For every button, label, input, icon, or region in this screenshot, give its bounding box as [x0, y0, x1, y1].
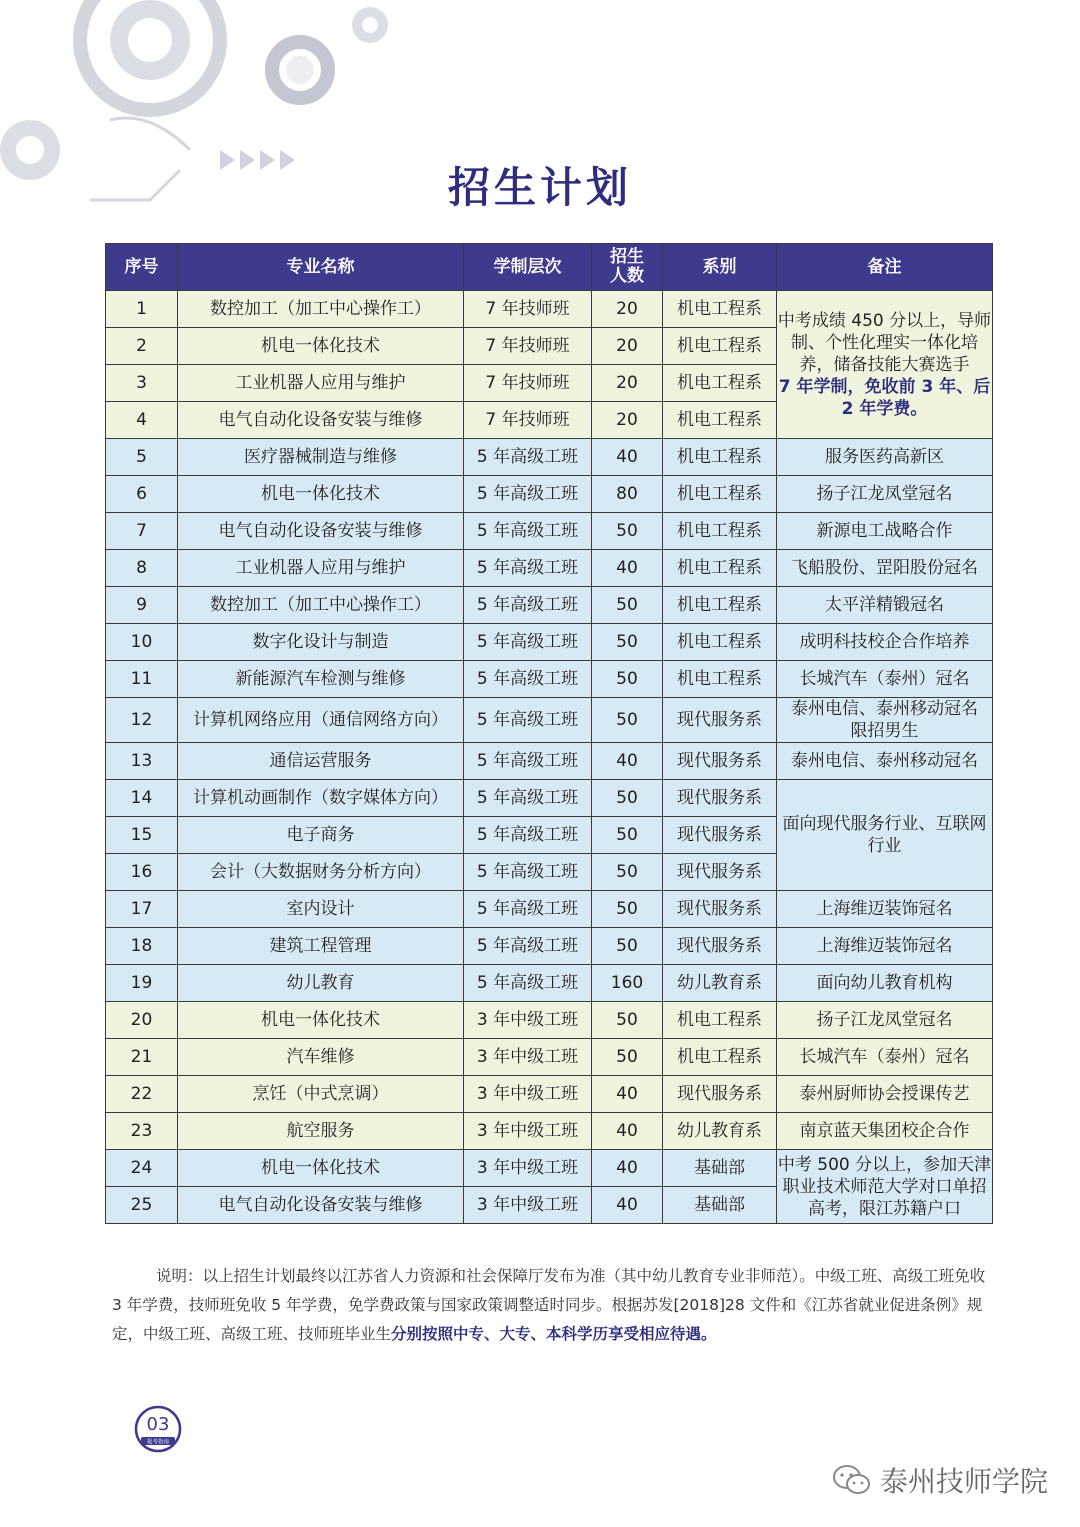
- table-cell: 汽车维修: [178, 1039, 464, 1076]
- table-cell: 幼儿教育: [178, 965, 464, 1002]
- table-cell: 7: [106, 513, 178, 550]
- table-cell: 扬子江龙凤堂冠名: [777, 476, 993, 513]
- table-cell: 2: [106, 328, 178, 365]
- table-row: [106, 439, 993, 476]
- table-cell: 机电一体化技术: [178, 1002, 464, 1039]
- page-number-badge: [133, 1404, 183, 1454]
- page-number: 03: [146, 1414, 170, 1435]
- table-row: [106, 291, 993, 328]
- wechat-icon: [832, 1463, 872, 1497]
- table-cell: 20: [592, 328, 663, 365]
- table-cell: 7 年技师班: [464, 291, 592, 328]
- table-cell: 机电一体化技术: [178, 1150, 464, 1187]
- table-cell: 50: [592, 698, 663, 743]
- table-cell: 南京蓝天集团校企合作: [777, 1113, 993, 1150]
- table-cell: 工业机器人应用与维护: [178, 550, 464, 587]
- table-cell: 机电工程系: [663, 1002, 777, 1039]
- table-cell: 20: [592, 365, 663, 402]
- table-cell: 机电工程系: [663, 513, 777, 550]
- table-cell: 40: [592, 1113, 663, 1150]
- table-cell: 50: [592, 780, 663, 817]
- table-cell: 22: [106, 1076, 178, 1113]
- table-cell: 80: [592, 476, 663, 513]
- table-cell: 8: [106, 550, 178, 587]
- table-cell: 航空服务: [178, 1113, 464, 1150]
- header-level: 学制层次: [464, 244, 592, 291]
- table-cell: 5 年高级工班: [464, 550, 592, 587]
- table-cell: 现代服务系: [663, 743, 777, 780]
- table-row: [106, 476, 993, 513]
- table-row: [106, 891, 993, 928]
- table-row: [106, 1039, 993, 1076]
- table-cell: 机电工程系: [663, 439, 777, 476]
- table-cell: 20: [106, 1002, 178, 1039]
- table-row: [106, 661, 993, 698]
- table-cell: 10: [106, 624, 178, 661]
- table-cell: 40: [592, 1187, 663, 1224]
- table-cell: 电气自动化设备安装与维修: [178, 1187, 464, 1224]
- table-cell: 4: [106, 402, 178, 439]
- table-row: [106, 698, 993, 743]
- table-cell: 现代服务系: [663, 817, 777, 854]
- table-cell: 50: [592, 817, 663, 854]
- header-dept: 系别: [663, 244, 777, 291]
- table-cell: 20: [592, 402, 663, 439]
- table-cell: 17: [106, 891, 178, 928]
- table-cell: 6: [106, 476, 178, 513]
- table-cell: 机电一体化技术: [178, 328, 464, 365]
- brand-name: 泰州技师学院: [879, 1465, 1048, 1498]
- table-cell: 5: [106, 439, 178, 476]
- table-cell: 40: [592, 550, 663, 587]
- table-row: [106, 1113, 993, 1150]
- table-cell: 机电一体化技术: [178, 476, 464, 513]
- page-label: 报考指南: [146, 1439, 170, 1446]
- table-cell: 19: [106, 965, 178, 1002]
- table-cell: 机电工程系: [663, 365, 777, 402]
- table-cell: 泰州厨师协会授课传艺: [777, 1076, 993, 1113]
- enrollment-table: [105, 243, 993, 1224]
- table-cell: 5 年高级工班: [464, 587, 592, 624]
- table-cell: 50: [592, 891, 663, 928]
- table-row: [106, 550, 993, 587]
- table-cell: 扬子江龙凤堂冠名: [777, 1002, 993, 1039]
- table-cell: 计算机网络应用（通信网络方向）: [178, 698, 464, 743]
- table-cell: 5 年高级工班: [464, 891, 592, 928]
- table-cell: 5 年高级工班: [464, 928, 592, 965]
- table-cell: 上海维迈装饰冠名: [777, 928, 993, 965]
- table-cell: 3 年中级工班: [464, 1039, 592, 1076]
- table-cell: 50: [592, 587, 663, 624]
- table-row: [106, 587, 993, 624]
- table-cell: 40: [592, 743, 663, 780]
- table-cell: 建筑工程管理: [178, 928, 464, 965]
- table-cell: 5 年高级工班: [464, 439, 592, 476]
- table-cell: 7 年技师班: [464, 328, 592, 365]
- table-cell: 13: [106, 743, 178, 780]
- header-no: 序号: [106, 244, 178, 291]
- note-cell-rows-14-16: 面向现代服务行业、互联网行业: [777, 780, 993, 891]
- table-cell: 5 年高级工班: [464, 698, 592, 743]
- table-cell: 医疗器械制造与维修: [178, 439, 464, 476]
- table-cell: 5 年高级工班: [464, 854, 592, 891]
- table-cell: 5 年高级工班: [464, 661, 592, 698]
- table-cell: 现代服务系: [663, 854, 777, 891]
- table-cell: 太平洋精锻冠名: [777, 587, 993, 624]
- table-cell: 16: [106, 854, 178, 891]
- table-cell: 现代服务系: [663, 698, 777, 743]
- table-cell: 现代服务系: [663, 1076, 777, 1113]
- table-cell: 新能源汽车检测与维修: [178, 661, 464, 698]
- table-cell: 机电工程系: [663, 1039, 777, 1076]
- table-cell: 24: [106, 1150, 178, 1187]
- table-cell: 机电工程系: [663, 587, 777, 624]
- table-cell: 3 年中级工班: [464, 1002, 592, 1039]
- table-cell: 通信运营服务: [178, 743, 464, 780]
- table-cell: 7 年技师班: [464, 365, 592, 402]
- table-row: [106, 928, 993, 965]
- table-cell: 现代服务系: [663, 780, 777, 817]
- table-cell: 机电工程系: [663, 328, 777, 365]
- table-row: [106, 1076, 993, 1113]
- table-cell: 机电工程系: [663, 476, 777, 513]
- table-cell: 3 年中级工班: [464, 1150, 592, 1187]
- table-cell: 现代服务系: [663, 928, 777, 965]
- table-cell: 15: [106, 817, 178, 854]
- table-cell: 50: [592, 624, 663, 661]
- table-cell: 40: [592, 439, 663, 476]
- table-cell: 机电工程系: [663, 550, 777, 587]
- table-cell: 长城汽车（泰州）冠名: [777, 1039, 993, 1076]
- table-cell: 会计（大数据财务分析方向）: [178, 854, 464, 891]
- table-cell: 160: [592, 965, 663, 1002]
- table-cell: 基础部: [663, 1150, 777, 1187]
- table-cell: 机电工程系: [663, 661, 777, 698]
- table-row: [106, 624, 993, 661]
- header-count: 招生人数: [592, 244, 663, 291]
- table-cell: 机电工程系: [663, 624, 777, 661]
- table-cell: 5 年高级工班: [464, 513, 592, 550]
- table-cell: 14: [106, 780, 178, 817]
- table-cell: 5 年高级工班: [464, 476, 592, 513]
- table-cell: 7 年技师班: [464, 402, 592, 439]
- table-cell: 泰州电信、泰州移动冠名: [777, 743, 993, 780]
- table-cell: 机电工程系: [663, 402, 777, 439]
- table-cell: 服务医药高新区: [777, 439, 993, 476]
- table-cell: 电气自动化设备安装与维修: [178, 513, 464, 550]
- table-cell: 机电工程系: [663, 291, 777, 328]
- table-cell: 25: [106, 1187, 178, 1224]
- table-cell: 50: [592, 1002, 663, 1039]
- header-note: 备注: [777, 244, 993, 291]
- table-header-row: [106, 244, 993, 291]
- table-row: [106, 513, 993, 550]
- note-cell-rows-24-25: 中考 500 分以上，参加天津职业技术师范大学对口单招高考，限江苏籍户口: [777, 1150, 993, 1224]
- table-cell: 新源电工战略合作: [777, 513, 993, 550]
- table-cell: 20: [592, 291, 663, 328]
- table-cell: 40: [592, 1150, 663, 1187]
- table-cell: 成明科技校企合作培养: [777, 624, 993, 661]
- table-row: [106, 1002, 993, 1039]
- table-cell: 3 年中级工班: [464, 1113, 592, 1150]
- table-cell: 幼儿教育系: [663, 1113, 777, 1150]
- note-cell-rows-1-4: 中考成绩 450 分以上，导师制、个性化理实一体化培养，储备技能大赛选手 7 年学制，免收前 3 年、后 2 年学费。: [777, 291, 993, 439]
- table-cell: 40: [592, 1076, 663, 1113]
- table-cell: 数控加工（加工中心操作工）: [178, 291, 464, 328]
- table-cell: 电气自动化设备安装与维修: [178, 402, 464, 439]
- table-cell: 长城汽车（泰州）冠名: [777, 661, 993, 698]
- table-cell: 5 年高级工班: [464, 817, 592, 854]
- table-cell: 50: [592, 513, 663, 550]
- table-cell: 9: [106, 587, 178, 624]
- explanation-note: 说明：以上招生计划最终以江苏省人力资源和社会保障厅发布为准（其中幼儿教育专业非师范）。中级工班、高级工班免收 3 年学费，技师班免收 5 年学费，免学费政策与国家政策调整适时同步。根据苏发[2018]28 文件和《江苏省就业促进条例》规定，中级工班、高级工班、技师班毕业生分别按照中专、大专、本科学历享受相应待遇。: [112, 1267, 986, 1343]
- table-row: [106, 780, 993, 817]
- table-cell: 50: [592, 1039, 663, 1076]
- table-cell: 烹饪（中式烹调）: [178, 1076, 464, 1113]
- table-cell: 电子商务: [178, 817, 464, 854]
- table-cell: 11: [106, 661, 178, 698]
- table-cell: 面向幼儿教育机构: [777, 965, 993, 1002]
- table-cell: 5 年高级工班: [464, 624, 592, 661]
- footer-brand: [832, 1460, 1048, 1500]
- table-cell: 泰州电信、泰州移动冠名 限招男生: [777, 698, 993, 743]
- table-cell: 计算机动画制作（数字媒体方向）: [178, 780, 464, 817]
- table-cell: 基础部: [663, 1187, 777, 1224]
- table-cell: 现代服务系: [663, 891, 777, 928]
- table-cell: 5 年高级工班: [464, 780, 592, 817]
- table-cell: 幼儿教育系: [663, 965, 777, 1002]
- table-cell: 50: [592, 661, 663, 698]
- table-cell: 21: [106, 1039, 178, 1076]
- table-cell: 12: [106, 698, 178, 743]
- table-cell: 3 年中级工班: [464, 1187, 592, 1224]
- table-cell: 18: [106, 928, 178, 965]
- table-cell: 1: [106, 291, 178, 328]
- table-row: [106, 743, 993, 780]
- table-cell: 3 年中级工班: [464, 1076, 592, 1113]
- table-cell: 工业机器人应用与维护: [178, 365, 464, 402]
- table-cell: 飞船股份、罡阳股份冠名: [777, 550, 993, 587]
- table-cell: 5 年高级工班: [464, 743, 592, 780]
- table-cell: 23: [106, 1113, 178, 1150]
- table-cell: 3: [106, 365, 178, 402]
- table-cell: 50: [592, 854, 663, 891]
- page-title: 招生计划: [447, 163, 632, 212]
- table-cell: 上海维迈装饰冠名: [777, 891, 993, 928]
- table-cell: 数控加工（加工中心操作工）: [178, 587, 464, 624]
- table-cell: 数字化设计与制造: [178, 624, 464, 661]
- table-cell: 室内设计: [178, 891, 464, 928]
- table-row: [106, 965, 993, 1002]
- header-major: 专业名称: [178, 244, 464, 291]
- table-cell: 5 年高级工班: [464, 965, 592, 1002]
- table-cell: 50: [592, 928, 663, 965]
- table-row: [106, 1150, 993, 1187]
